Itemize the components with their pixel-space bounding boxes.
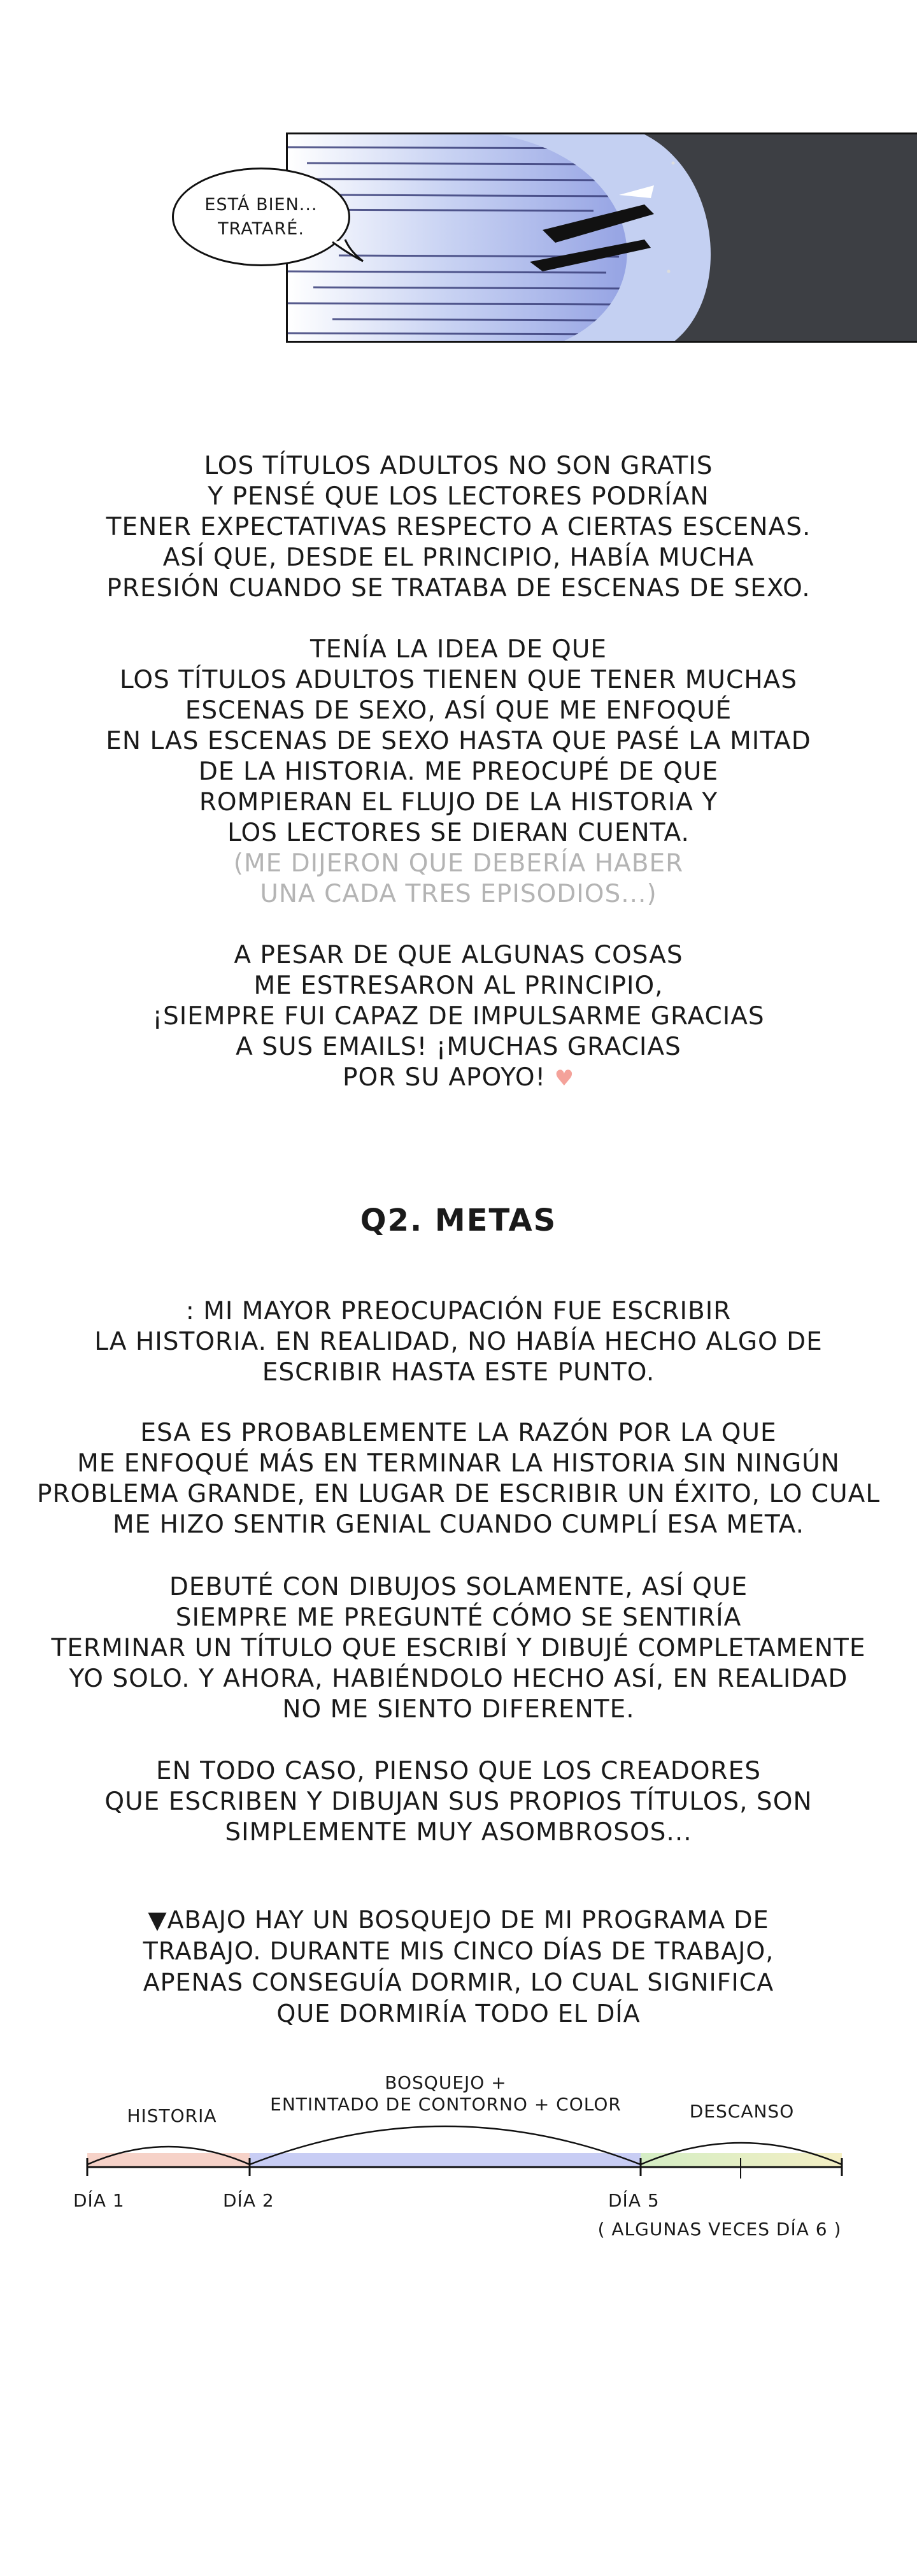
speech-bubble: [172, 168, 350, 266]
drawing-phase-bar: [250, 2153, 641, 2167]
day1-label: DÍA 1: [73, 2190, 125, 2211]
story-phase-label: HISTORIA: [127, 2105, 217, 2126]
paragraph-thanks: A PESAR DE QUE ALGUNAS COSAS ME ESTRESARON AL PRINCIPIO, ¡SIEMPRE FUI CAPAZ DE IMPULSARME GRACIAS A SUS EMAILS! ¡MUCHAS GRACIAS POR SU APOYO! ♥: [152, 941, 765, 1092]
panel-illustration: [288, 134, 917, 343]
drawing-phase-label: BOSQUEJO + ENTINTADO DE CONTORNO + COLOR: [270, 2072, 622, 2115]
paragraph-adult-titles: LOS TÍTULOS ADULTOS NO SON GRATIS Y PENSÉ QUE LOS LECTORES PODRÍAN TENER EXPECTATIVAS RESPECTO A CIERTAS ESCENAS. ASÍ QUE, DESDE EL PRINCIPIO, HABÍA MUCHA PRESIÓN CUANDO SE TRATABA DE ESCENAS DE SEXO.: [106, 452, 811, 603]
heart-icon: ♥: [554, 1066, 575, 1091]
speech-line: ESTÁ BIEN...: [204, 194, 318, 215]
schedule-note: ▼ABAJO HAY UN BOSQUEJO DE MI PROGRAMA DE TRABAJO. DURANTE MIS CINCO DÍAS DE TRABAJO, APENAS CONSEGUÍA DORMIR, LO CUAL SIGNIFICA QUE DORMIRÍA TODO EL DÍA: [143, 1906, 774, 2028]
day5-label: DÍA 5: [608, 2190, 660, 2211]
comic-panel: [286, 132, 917, 343]
paragraph-goals: : MI MAYOR PREOCUPACIÓN FUE ESCRIBIR LA HISTORIA. EN REALIDAD, NO HABÍA HECHO ALGO DE ESCRIBIR HASTA ESTE PUNTO.: [94, 1297, 823, 1387]
paragraph-scenes: TENÍA LA IDEA DE QUE LOS TÍTULOS ADULTOS TIENEN QUE TENER MUCHAS ESCENAS DE SEXO, ASÍ QUE ME ENFOQUÉ EN LAS ESCENAS DE SEXO HASTA QUE PASÉ LA MITAD DE LA HISTORIA. ME PREOCUPÉ DE QUE ROMPIERAN EL FLUJO DE LA HISTORIA Y LOS LECTORES SE DIERAN CUENTA. (ME DIJERON QUE DEBERÍA HABER UNA CADA TRES EPISODIOS...): [0, 634, 917, 910]
day6-note: ( ALGUNAS VECES DÍA 6 ): [597, 2219, 842, 2240]
paragraph-reason: ESA ES PROBABLEMENTE LA RAZÓN POR LA QUE ME ENFOQUÉ MÁS EN TERMINAR LA HISTORIA SIN NINGÚN PROBLEMA GRANDE, EN LUGAR DE ESCRIBIR UN ÉXITO, LO CUAL ME HIZO SENTIR GENIAL CUANDO CUMPLÍ ESA META.: [36, 1419, 881, 1539]
day2-label: DÍA 2: [223, 2190, 274, 2211]
aside-note: UNA CADA TRES EPISODIOS...): [260, 880, 657, 908]
rest-phase-label: DESCANSO: [689, 2101, 795, 2122]
aside-note: (ME DIJERON QUE DEBERÍA HABER: [233, 849, 684, 878]
paragraph-creators: EN TODO CASO, PIENSO QUE LOS CREADORES QUE ESCRIBEN Y DIBUJAN SUS PROPIOS TÍTULOS, SON SIMPLEMENTE MUY ASOMBROSOS...: [104, 1757, 813, 1847]
speech-line: TRATARÉ.: [218, 218, 304, 239]
paragraph-debut: DEBUTÉ CON DIBUJOS SOLAMENTE, ASÍ QUE SIEMPRE ME PREGUNTÉ CÓMO SE SENTIRÍA TERMINAR UN TÍTULO QUE ESCRIBÍ Y DIBUJÉ COMPLETAMENTE YO SOLO. Y AHORA, HABIÉNDOLO HECHO ASÍ, EN REALIDAD NO ME SIENTO DIFERENTE.: [51, 1573, 866, 1724]
bubble-tail: [331, 236, 376, 268]
section-heading: Q2. METAS: [360, 1203, 557, 1238]
